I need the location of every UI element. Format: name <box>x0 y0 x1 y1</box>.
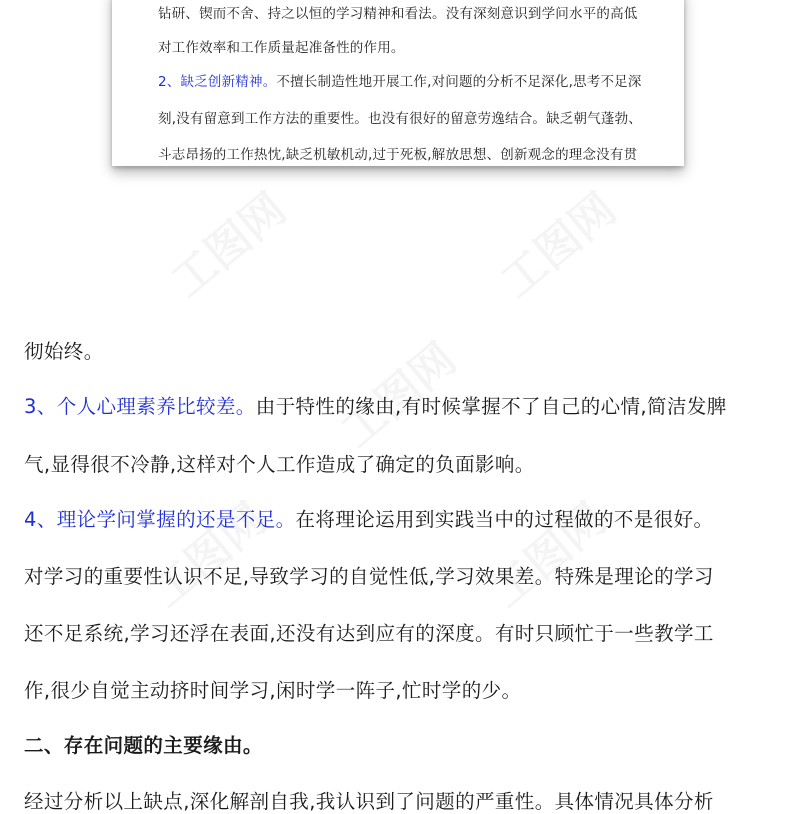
item-3-heading: 3、个人心理素养比较差。 <box>24 395 256 418</box>
section-heading: 二、存在问题的主要缘由。 <box>24 734 263 757</box>
item-4-line-1 <box>24 504 784 532</box>
document-preview-card <box>112 0 684 166</box>
item-4-line-3: 还不足系统,学习还浮在表面,还没有达到应有的深度。有时只顾忙于一些教学工 <box>24 622 714 645</box>
card-item-2-heading: 2、缺乏创新精神。 <box>158 74 277 90</box>
body-last-line: 经过分析以上缺点,深化解剖自我,我认识到了问题的严重性。具体情况具体分析 <box>24 790 714 813</box>
card-line-3 <box>158 70 658 90</box>
card-line-5: 斗志昂扬的工作热忱,缺乏机敏机动,过于死板,解放思想、创新观念的理念没有贯 <box>158 147 638 163</box>
item-3-line-1 <box>24 391 784 419</box>
item-4-heading: 4、理论学问掌握的还是不足。 <box>24 508 296 531</box>
card-line-1: 钻研、锲而不舍、持之以恒的学习精神和看法。没有深刻意识到学问水平的高低 <box>158 6 638 22</box>
item-4-text: 在将理论运用到实践当中的过程做的不是很好。 <box>295 508 714 531</box>
card-line-2: 对工作效率和工作质量起准备性的作用。 <box>158 40 405 56</box>
item-4-line-4: 作,很少自觉主动挤时间学习,闲时学一阵子,忙时学的少。 <box>24 679 522 702</box>
watermark <box>155 175 297 309</box>
body-line: 彻始终。 <box>24 340 104 363</box>
card-item-2-text: 不擅长制造性地开展工作,对问题的分析不足深化,思考不足深 <box>276 74 642 90</box>
item-3-text: 由于特性的缘由,有时候掌握不了自己的心情,简洁发脾 <box>255 395 727 418</box>
item-4-line-2: 对学习的重要性认识不足,导致学习的自觉性低,学习效果差。特殊是理论的学习 <box>24 565 714 588</box>
watermark <box>485 175 627 309</box>
card-line-4: 刻,没有留意到工作方法的重要性。也没有很好的留意劳逸结合。缺乏朝气蓬勃、 <box>158 111 642 127</box>
item-3-line-2: 气,显得很不冷静,这样对个人工作造成了确定的负面影响。 <box>24 453 535 476</box>
